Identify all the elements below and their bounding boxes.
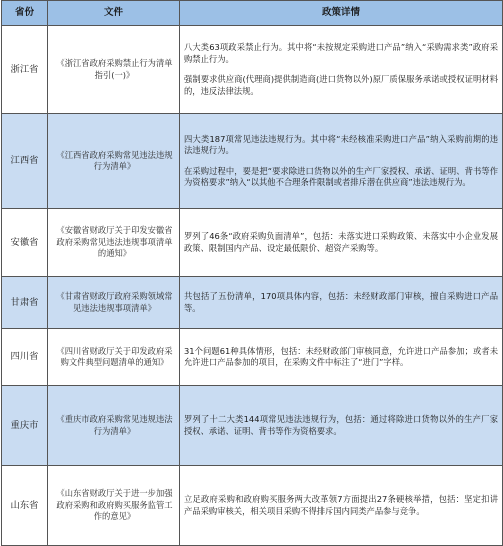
details-cell [180, 209, 503, 277]
document-cell: 《浙江省政府采购禁止行为清单指引(一)》 [48, 26, 180, 114]
province-cell: 山东省 [2, 466, 48, 546]
header-document: 文件 [48, 1, 180, 26]
province-cell: 甘肃省 [2, 277, 48, 329]
province-cell: 四川省 [2, 329, 48, 386]
table-row-jiangxi [2, 114, 503, 209]
document-cell: 《四川省财政厅关于印发政府采购文件典型问题清单的通知》 [48, 329, 180, 386]
province-cell: 浙江省 [2, 26, 48, 114]
details-paragraph: 在采购过程中，要是把“要求除进口货物以外的生产厂家授权、承诺、证明、背书等作为资格要求”纳入“以其他不合理条件限制或者排斥潜在供应商”违法违规行为。 [184, 165, 498, 187]
table-header-row [2, 1, 503, 26]
document-cell: 《安徽省财政厅关于印发安徽省政府采购常见违法违规事项清单的通知》 [48, 209, 180, 277]
details-paragraph: 31个问题61种具体情形，包括：未经财政部门审核同意，允许进口产品参加；或者未允许进口产品参加的项目，在采购文件中标注了“进门”字样。 [184, 345, 498, 367]
header-details: 政策详情 [180, 1, 503, 26]
details-cell [180, 466, 503, 546]
province-cell: 重庆市 [2, 386, 48, 466]
policy-table [1, 0, 503, 546]
table-row-shandong [2, 466, 503, 546]
table-row-anhui [2, 209, 503, 277]
details-paragraph: 立足政府采购和政府购买服务两大改革领7方面提出27条硬核举措，包括：坚定扣讲产品采购审核关，相关项目采购不得排斥国内同类产品参与竞争。 [184, 494, 498, 516]
details-paragraph: 八大类63项政采禁止行为。其中将“未按规定采购进口产品”纳入“采购需求类”政府采购禁止行为。 [184, 42, 498, 64]
details-cell [180, 26, 503, 114]
table-row-gansu [2, 277, 503, 329]
details-paragraph: 罗列了46条“政府采购负面清单”，包括：未落实进口采购政策、未落实中小企业发展政策、限制国内产品、设定最低限价、超资产采购等。 [184, 231, 498, 253]
document-cell: 《山东省财政厅关于进一步加强政府采购和政府购买服务监管工作的意见》 [48, 466, 180, 546]
details-cell [180, 277, 503, 329]
header-province: 省份 [2, 1, 48, 26]
table-row-chongqing [2, 386, 503, 466]
details-cell [180, 329, 503, 386]
details-paragraph: 四大类187项常见违法违规行为。其中将“未经核准采购进口产品”纳入采购前期的违法违规行为。 [184, 133, 498, 155]
table-row-sichuan [2, 329, 503, 386]
table-row-zhejiang [2, 26, 503, 114]
details-paragraph: 共包括了五份清单，170项具体内容，包括：未经财政部门审核，擅自采购进口产品等。 [184, 291, 498, 313]
details-paragraph: 罗列了十二大类144项常见违法违规行为，包括：通过将除进口货物以外的生产厂家授权、承诺、证明、背书等作为资格要求。 [184, 414, 498, 436]
details-paragraph: 强制要求供应商(代理商)提供制造商(进口货物以外)原厂质保服务承诺或授权证明材料的，违反法律法规。 [184, 74, 498, 96]
document-cell: 《江西省政府采购常见违法违规行为清单》 [48, 114, 180, 209]
document-cell: 《甘肃省财政厅政府采购领域常见违法违规事项清单》 [48, 277, 180, 329]
document-cell: 《重庆市政府采购常见违规违法行为清单》 [48, 386, 180, 466]
province-cell: 安徽省 [2, 209, 48, 277]
details-cell [180, 386, 503, 466]
details-cell [180, 114, 503, 209]
province-cell: 江西省 [2, 114, 48, 209]
